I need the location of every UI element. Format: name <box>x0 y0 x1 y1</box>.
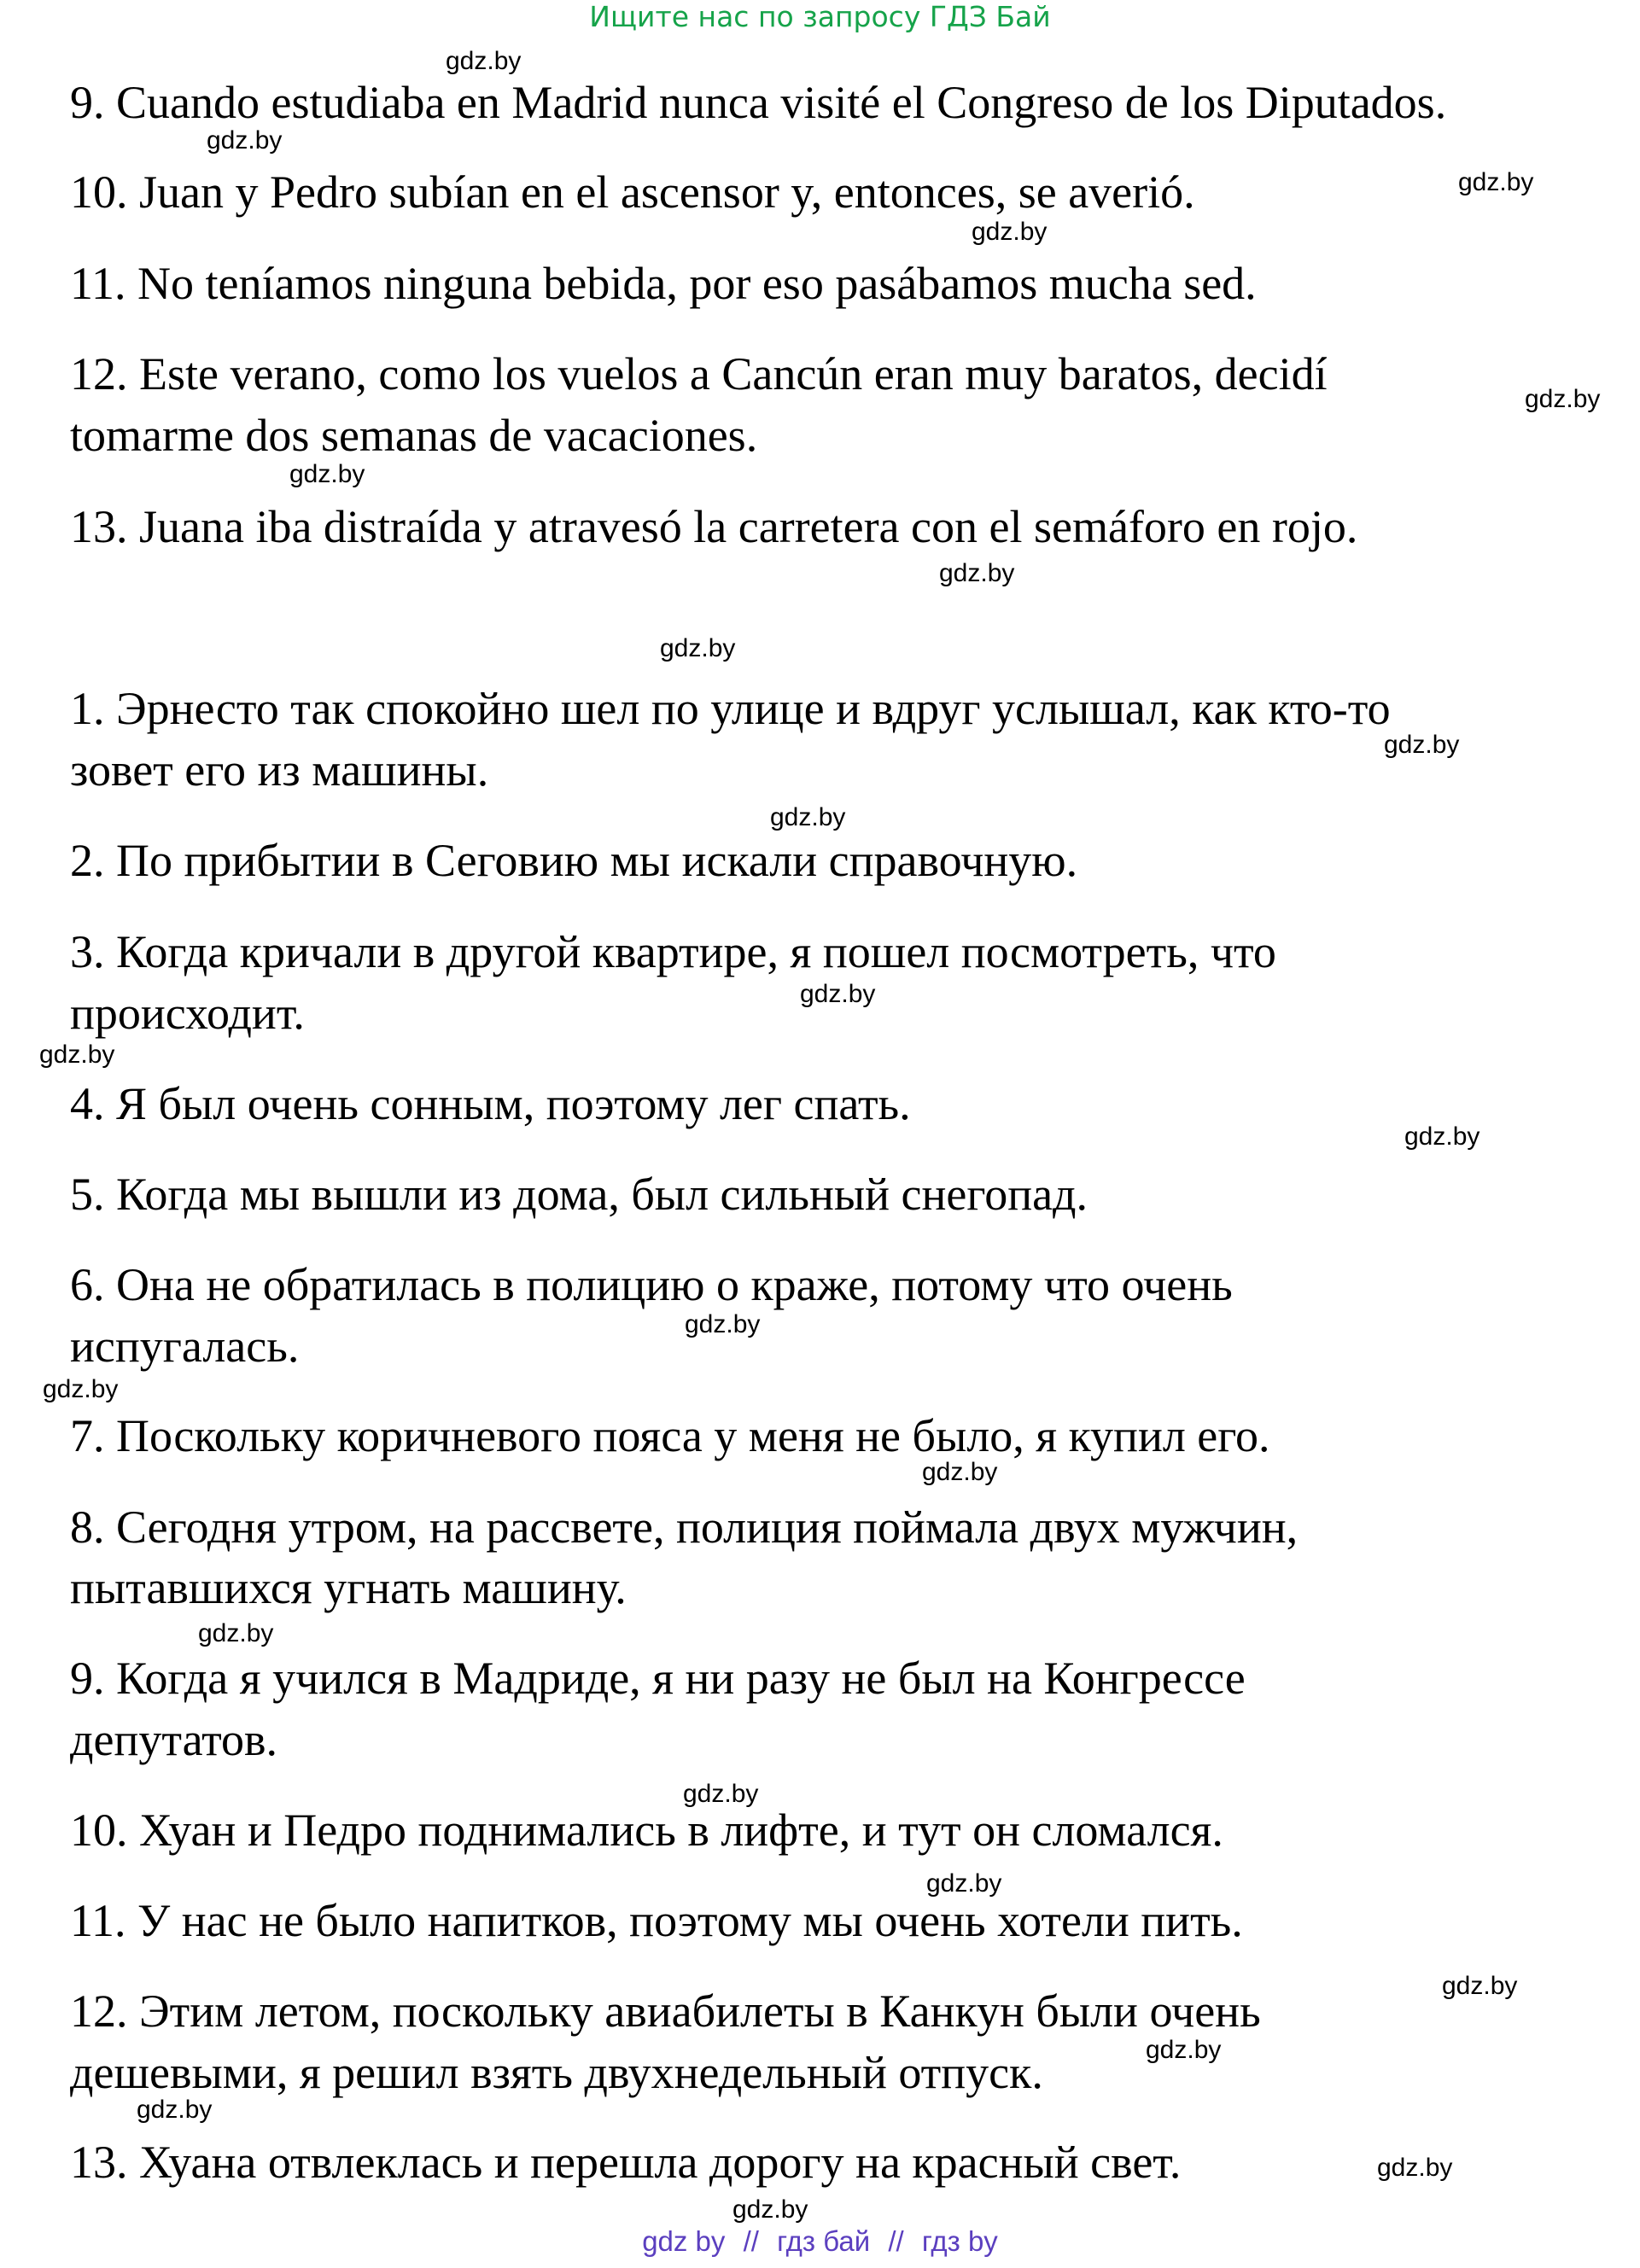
watermark: gdz.by <box>926 1869 1002 1898</box>
russian-item-9-line-1: 9. Когда я учился в Мадриде, я ни разу не был на Конгрессе <box>70 1653 1246 1704</box>
russian-item-13-line-1: 13. Хуана отвлеклась и перешла дорогу на красный свет. <box>70 2137 1182 2188</box>
russian-item-3-line-1: 3. Когда кричали в другой квартире, я пошел посмотреть, что <box>70 926 1276 977</box>
watermark: gdz.by <box>207 126 283 155</box>
russian-item-4-line-1: 4. Я был очень сонным, поэтому лег спать. <box>70 1078 911 1129</box>
russian-item-7-line-1: 7. Поскольку коричневого пояса у меня не было, я купил его. <box>70 1410 1270 1461</box>
russian-item-12-line-1: 12. Этим летом, поскольку авиабилеты в Канкун были очень <box>70 1985 1261 2037</box>
russian-item-3-line-2: происходит. <box>70 988 305 1039</box>
watermark: gdz.by <box>43 1375 119 1403</box>
russian-item-8-line-1: 8. Сегодня утром, на рассвете, полиция поймала двух мужчин, <box>70 1501 1299 1553</box>
watermark: gdz.by <box>446 47 522 75</box>
watermark: gdz.by <box>685 1310 761 1338</box>
watermark: gdz.by <box>800 980 876 1008</box>
footer-link-gdz-by[interactable]: gdz by <box>642 2225 726 2257</box>
watermark: gdz.by <box>1384 731 1460 759</box>
russian-item-6-line-2: испугалась. <box>70 1321 300 1372</box>
russian-item-12-line-2: дешевыми, я решил взять двухнедельный отпуск. <box>70 2047 1043 2098</box>
spanish-item-12-line-2: tomarme dos semanas de vacaciones. <box>70 410 758 461</box>
russian-item-11-line-1: 11. У нас не было напитков, поэтому мы очень хотели пить. <box>70 1895 1243 1946</box>
footer-separator: // <box>743 2225 759 2257</box>
watermark: gdz.by <box>660 634 736 662</box>
spanish-item-10-line-1: 10. Juan y Pedro subían en el ascensor y, entonces, se averió. <box>70 166 1195 218</box>
watermark: gdz.by <box>1442 1972 1518 2000</box>
russian-item-5-line-1: 5. Когда мы вышли из дома, был сильный снегопад. <box>70 1169 1088 1220</box>
russian-item-1-line-2: зовет его из машины. <box>70 744 489 796</box>
footer-link-gdz-by-ru[interactable]: гдз by <box>921 2225 998 2257</box>
watermark: gdz.by <box>770 803 846 831</box>
watermark: gdz.by <box>1377 2154 1453 2182</box>
watermark: gdz.by <box>972 218 1048 246</box>
spanish-item-11-line-1: 11. No teníamos ninguna bebida, por eso pasábamos mucha sed. <box>70 258 1257 309</box>
russian-item-10-line-1: 10. Хуан и Педро поднимались в лифте, и тут он сломался. <box>70 1804 1223 1856</box>
watermark: gdz.by <box>683 1780 759 1808</box>
spanish-item-9-line-1: 9. Cuando estudiaba en Madrid nunca visité el Congreso de los Diputados. <box>70 77 1447 128</box>
footer-banner <box>0 2224 1640 2259</box>
footer-separator: // <box>888 2225 904 2257</box>
watermark: gdz.by <box>922 1458 998 1486</box>
watermark: gdz.by <box>1404 1122 1480 1151</box>
spanish-item-12-line-1: 12. Este verano, como los vuelos a Cancún eran muy baratos, decidí <box>70 348 1328 399</box>
watermark: gdz.by <box>198 1619 274 1647</box>
russian-item-9-line-2: депутатов. <box>70 1714 278 1765</box>
watermark: gdz.by <box>1525 385 1601 413</box>
watermark: gdz.by <box>39 1041 115 1069</box>
russian-item-1-line-1: 1. Эрнесто так спокойно шел по улице и вдруг услышал, как кто-то <box>70 683 1391 734</box>
russian-item-8-line-2: пытавшихся угнать машину. <box>70 1562 627 1613</box>
header-banner: Ищите нас по запросу ГДЗ Бай <box>589 0 1051 33</box>
footer-link-gdz-bai[interactable]: гдз бай <box>777 2225 871 2257</box>
watermark: gdz.by <box>1458 168 1534 196</box>
spanish-item-13-line-1: 13. Juana iba distraída y atravesó la carretera con el semáforo en rojo. <box>70 501 1358 552</box>
watermark: gdz.by <box>1146 2036 1222 2064</box>
russian-item-6-line-1: 6. Она не обратилась в полицию о краже, потому что очень <box>70 1259 1233 1310</box>
watermark: gdz.by <box>939 559 1015 587</box>
watermark: gdz.by <box>732 2195 808 2224</box>
watermark: gdz.by <box>137 2096 213 2124</box>
watermark: gdz.by <box>289 460 365 488</box>
russian-item-2-line-1: 2. По прибытии в Сеговию мы искали справочную. <box>70 835 1078 886</box>
